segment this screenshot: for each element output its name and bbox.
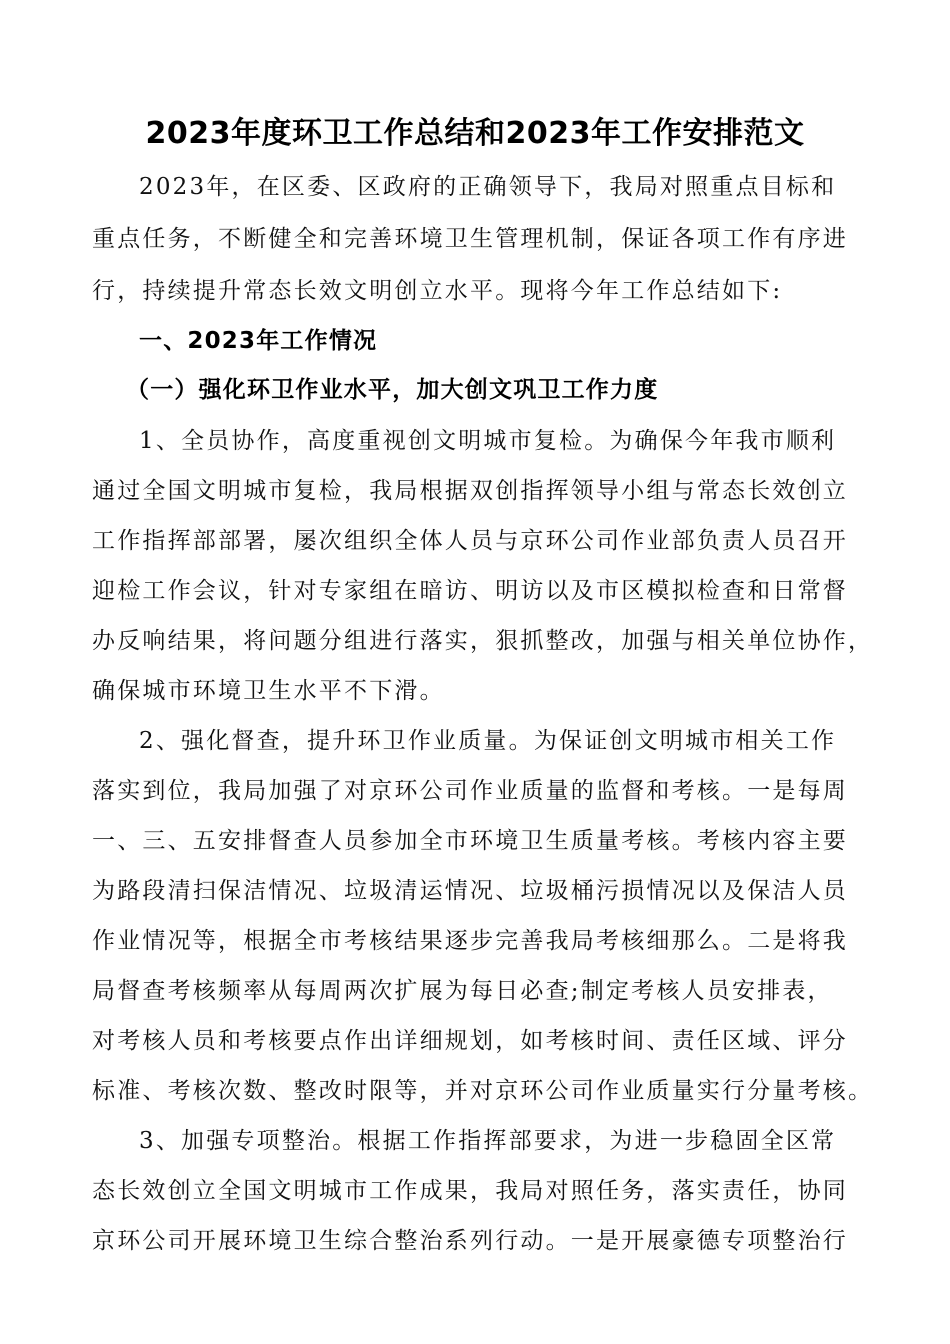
para1-line-1: 1、全员协作，高度重视创文明城市复检。为确保今年我市顺利 (139, 428, 837, 454)
para1-line-6: 确保城市环境卫生水平不下滑。 (92, 678, 445, 704)
para2-line-4: 为路段清扫保洁情况、垃圾清运情况、垃圾桶污损情况以及保洁人员 (92, 878, 848, 904)
para3-line-1: 3、加强专项整治。根据工作指挥部要求，为进一步稳固全区常 (139, 1128, 837, 1154)
para2-line-6: 局督查考核频率从每周两次扩展为每日必查;制定考核人员安排表， (92, 978, 833, 1004)
intro-line-1: 2023年，在区委、区政府的正确领导下，我局对照重点目标和 (139, 174, 837, 200)
para3-line-3: 京环公司开展环境卫生综合整治系列行动。一是开展豪德专项整治行 (92, 1228, 848, 1254)
section-heading-2: （一）强化环卫作业水平，加大创文巩卫工作力度 (126, 377, 659, 403)
document-title: 2023年度环卫工作总结和2023年工作安排范文 (145, 116, 805, 151)
para2-line-8: 标准、考核次数、整改时限等，并对京环公司作业质量实行分量考核。 (92, 1078, 874, 1104)
para2-line-1: 2、强化督查，提升环卫作业质量。为保证创文明城市相关工作 (139, 728, 837, 754)
section-heading-1: 一、2023年工作情况 (139, 328, 378, 354)
para2-line-7: 对考核人员和考核要点作出详细规划，如考核时间、责任区域、评分 (92, 1028, 848, 1054)
para2-line-2: 落实到位，我局加强了对京环公司作业质量的监督和考核。一是每周 (92, 778, 848, 804)
para1-line-4: 迎检工作会议，针对专家组在暗访、明访以及市区模拟检查和日常督 (92, 578, 848, 604)
intro-line-3: 行，持续提升常态长效文明创立水平。现将今年工作总结如下: (92, 278, 783, 304)
para1-line-3: 工作指挥部部署，屡次组织全体人员与京环公司作业部负责人员召开 (92, 528, 848, 554)
intro-line-2: 重点任务，不断健全和完善环境卫生管理机制，保证各项工作有序进 (92, 226, 848, 252)
para3-line-2: 态长效创立全国文明城市工作成果，我局对照任务，落实责任，协同 (92, 1178, 848, 1204)
para2-line-3: 一、三、五安排督查人员参加全市环境卫生质量考核。考核内容主要 (92, 828, 848, 854)
para1-line-5: 办反响结果，将问题分组进行落实，狠抓整改，加强与相关单位协作， (92, 628, 874, 654)
para1-line-2: 通过全国文明城市复检，我局根据双创指挥领导小组与常态长效创立 (92, 478, 848, 504)
para2-line-5: 作业情况等，根据全市考核结果逐步完善我局考核细那么。二是将我 (92, 928, 848, 954)
